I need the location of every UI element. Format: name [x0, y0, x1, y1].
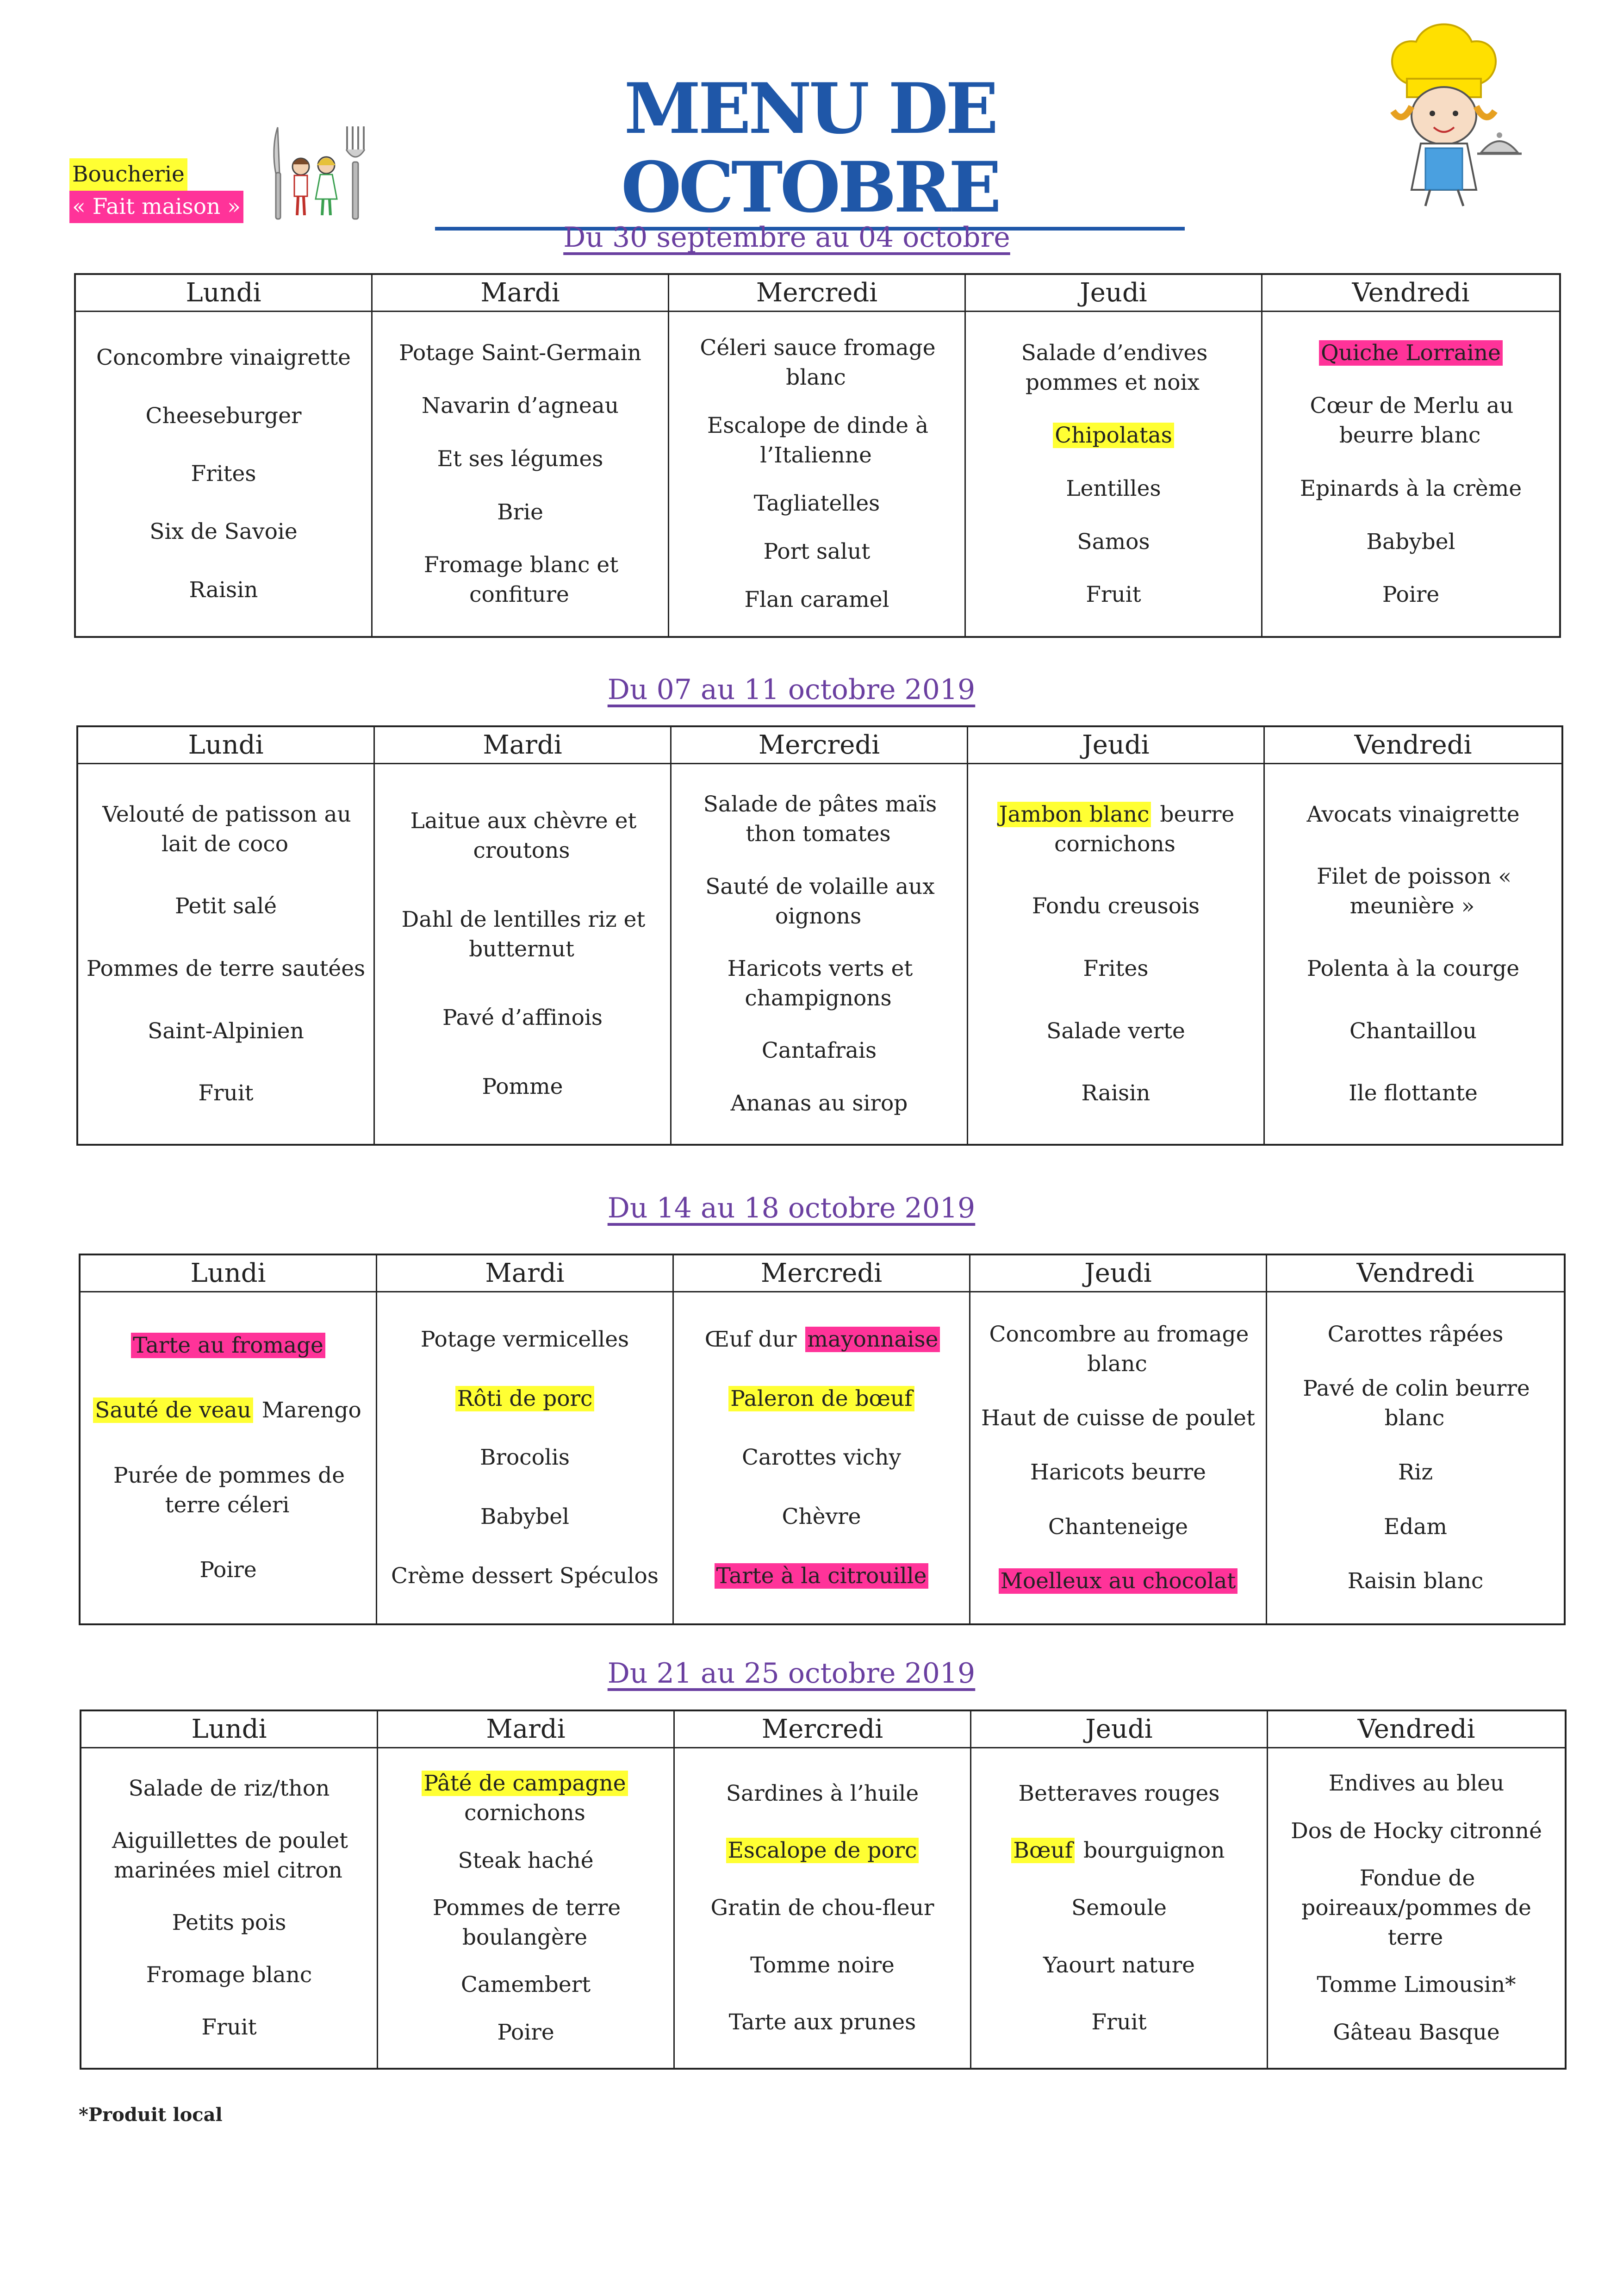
dish-text: Poire [497, 2019, 554, 2045]
day-menu-column [675, 1748, 971, 2068]
dish-text: Œuf dur [704, 1326, 804, 1352]
dish-text: Brie [497, 499, 543, 525]
dish-text: Edam [1384, 1514, 1447, 1540]
day-menu-column [669, 312, 966, 636]
highlighted-dish-text: mayonnaise [805, 1327, 940, 1352]
dish-text: Petits pois [172, 1910, 286, 1935]
day-menu-column [373, 312, 669, 636]
menu-dish [479, 1502, 571, 1532]
menu-dish [187, 575, 260, 605]
dish-text: Carottes râpées [1327, 1322, 1504, 1348]
menu-dish [85, 954, 367, 984]
dish-text: Port salut [763, 539, 871, 564]
menu-dish [971, 338, 1256, 398]
dish-text: Carottes vichy [741, 1445, 902, 1471]
highlighted-dish-text: Rôti de porc [455, 1386, 595, 1411]
menu-dish [146, 1017, 306, 1046]
menu-dish [1070, 1893, 1169, 1923]
menu-dish [420, 391, 621, 421]
day-header: Mercredi [669, 275, 966, 312]
day-header: Mercredi [675, 1711, 971, 1748]
day-header: Mardi [377, 1255, 674, 1292]
menu-dish [1364, 527, 1457, 557]
menu-dish [144, 1960, 314, 1990]
day-header: Mardi [375, 727, 672, 764]
dish-text: Potage vermicelles [420, 1326, 629, 1352]
menu-dish [480, 1072, 565, 1102]
dish-text: Pommes de terre sautées [86, 955, 366, 981]
menu-dish [397, 338, 643, 368]
dish-text: Samos [1077, 529, 1150, 555]
dish-text: Et ses légumes [437, 446, 603, 472]
day-header: Lundi [76, 275, 373, 312]
menu-dish [84, 800, 368, 859]
dish-text: Salade verte [1046, 1018, 1185, 1044]
dish-text: Navarin d’agneau [422, 393, 619, 419]
dish-text: Pavé de colin beurre blanc [1303, 1376, 1530, 1431]
menu-dish [1045, 1017, 1187, 1046]
dish-text: Haut de cuisse de poulet [981, 1405, 1255, 1431]
menu-dish [748, 1951, 896, 1980]
dish-text: Haricots verts et champignons [727, 955, 913, 1011]
dish-text: Avocats vinaigrette [1306, 801, 1520, 827]
dish-text: Cantafrais [761, 1038, 877, 1064]
dish-text: Velouté de patisson au lait de coco [102, 801, 351, 857]
day-header: Mercredi [674, 1255, 970, 1292]
highlighted-dish-text: Pâté de campagne [422, 1771, 628, 1796]
day-menu-column [377, 1292, 674, 1623]
menu-dish [677, 872, 961, 931]
day-header: Vendredi [1265, 727, 1561, 764]
dish-text: Fondu creusois [1032, 893, 1200, 919]
menu-dish [762, 537, 872, 567]
menu-dish [727, 2008, 918, 2037]
menu-dish [1270, 862, 1556, 921]
day-header: Vendredi [1262, 275, 1559, 312]
day-header: Vendredi [1268, 1711, 1565, 1748]
kids-cutlery-icon [259, 123, 366, 222]
dish-text: Filet de poisson « meunière » [1316, 864, 1512, 919]
dish-text: Six de Savoie [149, 519, 298, 545]
highlighted-dish-text: Paleron de bœuf [728, 1386, 914, 1411]
menu-dish [728, 1384, 914, 1414]
dish-text: Purée de pommes de terre céleri [113, 1462, 345, 1518]
highlighted-dish-text: Escalope de porc [726, 1838, 919, 1863]
footnote-local-product: *Produit local [79, 2104, 223, 2126]
menu-dish [726, 1836, 919, 1866]
dish-text: Fondue de poireaux/pommes de terre [1301, 1865, 1531, 1950]
menu-dish [384, 1893, 668, 1953]
dish-text: Céleri sauce fromage blanc [700, 335, 936, 390]
menu-dish [380, 806, 665, 866]
dish-text: Fromage blanc et confiture [423, 552, 619, 608]
dish-text: Raisin blanc [1347, 1568, 1484, 1594]
menu-dish [1268, 391, 1554, 450]
menu-dish [1346, 1566, 1486, 1596]
menu-dish [1041, 1951, 1197, 1980]
dish-text: Escalope de dinde à l’Italienne [707, 413, 929, 468]
day-menu-column [378, 1748, 675, 2068]
menu-dish [1331, 2018, 1501, 2047]
dish-text: Crème dessert Spéculos [391, 1563, 659, 1589]
menu-dish [1305, 954, 1521, 984]
highlighted-dish-text: Tarte au fromage [131, 1333, 325, 1358]
menu-dish [196, 1079, 255, 1108]
dish-text: Salade de pâtes maïs thon tomates [703, 792, 937, 847]
dish-text: Saint-Alpinien [148, 1018, 304, 1044]
dish-text: Camembert [460, 1972, 591, 1998]
menu-dish [760, 1036, 878, 1066]
week-title: Du 07 au 11 octobre 2019 [607, 674, 976, 706]
menu-dish [724, 1779, 920, 1809]
menu-dish [780, 1502, 863, 1532]
dish-text: Yaourt nature [1043, 1952, 1195, 1978]
dish-text: Tagliatelles [753, 491, 880, 516]
day-header: Jeudi [966, 275, 1262, 312]
dish-text: Cheeseburger [145, 403, 302, 429]
menu-dish [148, 517, 299, 547]
menu-dish [1348, 1017, 1479, 1046]
dish-text: Gâteau Basque [1333, 2019, 1500, 2045]
dish-text: Raisin [1081, 1080, 1150, 1106]
dish-text: bourguignon [1076, 1838, 1225, 1864]
menu-dish [459, 1970, 592, 2000]
butcher-legend [69, 158, 243, 223]
legend-homemade-label: « Fait maison » [69, 191, 243, 223]
highlighted-dish-text: Bœuf [1011, 1838, 1075, 1863]
day-menu-column [78, 764, 375, 1144]
dish-text: Fruit [1091, 2009, 1147, 2035]
menu-dish [456, 1846, 595, 1876]
day-menu-column [375, 764, 672, 1144]
dish-text: Chanteneige [1048, 1514, 1188, 1540]
dish-text: Chantaillou [1349, 1018, 1477, 1044]
dish-text: Fruit [198, 1080, 254, 1106]
dish-text: Flan caramel [744, 587, 889, 612]
day-menu-column [971, 1748, 1268, 2068]
menu-dish [1305, 800, 1521, 830]
menu-dish [1273, 1374, 1558, 1433]
dish-text: Sardines à l’huile [726, 1780, 919, 1806]
menu-dish [1080, 1079, 1152, 1108]
dish-text: Polenta à la courge [1306, 955, 1520, 981]
menu-dish [1064, 474, 1163, 504]
day-menu-column [970, 1292, 1267, 1623]
dish-text: Tomme Limousin* [1317, 1972, 1516, 1998]
week-title: Du 14 au 18 octobre 2019 [607, 1192, 976, 1224]
menu-dish [976, 1320, 1260, 1379]
highlighted-dish-text: Moelleux au chocolat [999, 1568, 1238, 1594]
dish-text: Raisin [189, 577, 258, 603]
menu-dish [94, 343, 353, 373]
dish-text: Pommes de terre boulangère [432, 1895, 621, 1950]
menu-dish [740, 1443, 903, 1472]
dish-text: Salade de riz/thon [128, 1776, 330, 1801]
menu-dish [384, 1769, 668, 1828]
menu-dish [752, 489, 882, 518]
menu-dish [1315, 1970, 1517, 2000]
dish-text: Fruit [201, 2015, 257, 2040]
dish-text: Epinards à la crème [1300, 475, 1522, 501]
day-header: Vendredi [1267, 1255, 1564, 1292]
day-header: Jeudi [970, 1255, 1267, 1292]
day-header: Lundi [78, 727, 375, 764]
dish-text: Petit salé [174, 893, 277, 919]
menu-dish [979, 1404, 1257, 1433]
day-header: Lundi [81, 1711, 378, 1748]
week-menu-table [74, 273, 1561, 638]
week-menu-table [80, 1710, 1567, 2070]
dish-text: Frites [1083, 955, 1149, 981]
day-menu-column [966, 312, 1262, 636]
dish-text: Endives au bleu [1328, 1771, 1505, 1797]
menu-dish [170, 1908, 288, 1938]
dish-text: Gratin de chou-fleur [710, 1895, 934, 1921]
menu-dish [1396, 1458, 1435, 1487]
menu-dish [1028, 1458, 1208, 1487]
menu-dish [189, 459, 258, 489]
menu-dish [198, 1555, 258, 1585]
dish-text: Tomme noire [750, 1952, 895, 1978]
menu-dish [1082, 954, 1150, 984]
dish-text: Fruit [1086, 582, 1141, 608]
menu-dish [419, 1325, 631, 1354]
menu-dish [87, 1826, 371, 1885]
day-menu-column [968, 764, 1265, 1144]
menu-dish [380, 905, 665, 964]
dish-text: Steak haché [458, 1847, 594, 1873]
dish-text: Sauté de volaille aux oignons [705, 873, 935, 929]
day-header: Mardi [373, 275, 669, 312]
highlighted-dish-text: Quiche Lorraine [1319, 340, 1503, 366]
menu-dish [1289, 1816, 1544, 1846]
dish-text: Haricots beurre [1030, 1460, 1206, 1485]
menu-dish [675, 411, 959, 470]
dish-text: Poire [199, 1557, 257, 1583]
dish-text: Potage Saint-Germain [399, 340, 641, 366]
menu-dish [93, 1396, 363, 1425]
menu-dish [1046, 1512, 1190, 1542]
highlighted-dish-text: Chipolatas [1053, 423, 1174, 448]
day-header: Mardi [378, 1711, 675, 1748]
menu-dish [86, 1461, 370, 1520]
menu-dish [1327, 1769, 1506, 1798]
menu-dish [1380, 580, 1441, 610]
menu-dish [131, 1331, 325, 1360]
menu-dish [1274, 1864, 1559, 1953]
day-menu-column [81, 1748, 378, 2068]
dish-text: Fromage blanc [146, 1962, 312, 1988]
dish-text: Pomme [482, 1074, 563, 1100]
menu-dish [199, 2013, 258, 2042]
menu-dish [378, 550, 662, 610]
dish-text: Cœur de Merlu au beurre blanc [1310, 393, 1514, 449]
chef-girl-icon [1356, 19, 1527, 208]
menu-dish [1053, 421, 1174, 450]
menu-dish [709, 1893, 936, 1923]
menu-dish [1017, 1779, 1222, 1809]
dish-text: Salade d’endives pommes et noix [1021, 340, 1208, 395]
day-menu-column [672, 764, 968, 1144]
dish-text: Marengo [255, 1398, 361, 1423]
dish-text: Tarte aux prunes [728, 2009, 916, 2035]
menu-dish [715, 1561, 929, 1591]
menu-dish [1298, 474, 1524, 504]
day-header: Jeudi [971, 1711, 1268, 1748]
week-title: Du 30 septembre au 04 octobre [563, 221, 1010, 254]
menu-dish [677, 954, 961, 1013]
dish-text: Riz [1398, 1460, 1433, 1485]
highlighted-dish-text: Sauté de veau [93, 1398, 253, 1423]
menu-dish [729, 1089, 910, 1118]
day-menu-column [1265, 764, 1561, 1144]
day-menu-column [1268, 1748, 1565, 2068]
dish-text: Pavé d’affinois [442, 1005, 603, 1031]
week-menu-table [79, 1254, 1566, 1625]
menu-dish [127, 1774, 332, 1803]
legend-butcher-label: Boucherie [69, 158, 187, 191]
menu-dish [1319, 338, 1503, 368]
day-header: Mercredi [672, 727, 968, 764]
day-menu-column [76, 312, 373, 636]
menu-dish [1084, 580, 1143, 610]
menu-dish [703, 1325, 940, 1354]
day-menu-column [1267, 1292, 1564, 1623]
menu-dish [144, 401, 304, 431]
dish-text: Babybel [480, 1504, 570, 1530]
menu-dish [389, 1561, 660, 1591]
menu-dish [974, 800, 1258, 859]
dish-text: Concombre au fromage blanc [989, 1322, 1249, 1377]
dish-text: Babybel [1366, 529, 1455, 555]
dish-text: Ile flottante [1349, 1080, 1478, 1106]
menu-dish [495, 2018, 556, 2047]
dish-text: Lentilles [1066, 475, 1161, 501]
dish-text: Laitue aux chèvre et croutons [410, 808, 637, 863]
dish-text: Dahl de lentilles riz et butternut [401, 906, 646, 962]
menu-dish [478, 1443, 572, 1472]
highlighted-dish-text: Jambon blanc [997, 802, 1151, 827]
menu-dish [441, 1003, 604, 1033]
page-title: MENU DE OCTOBRE [435, 69, 1185, 231]
dish-text: Ananas au sirop [730, 1090, 908, 1116]
menu-dish [455, 1384, 595, 1414]
menu-dish [1011, 1836, 1226, 1866]
week-menu-table [76, 725, 1563, 1146]
day-menu-column [1262, 312, 1559, 636]
menu-dish [677, 790, 961, 849]
menu-dish [495, 498, 545, 527]
menu-dish [1347, 1079, 1480, 1108]
week-title: Du 21 au 25 octobre 2019 [607, 1657, 976, 1690]
dish-text: beurre cornichons [1054, 801, 1235, 857]
day-menu-column [674, 1292, 970, 1623]
menu-dish [1030, 892, 1201, 921]
menu-dish [435, 444, 605, 474]
dish-text: Concombre vinaigrette [96, 345, 351, 371]
menu-dish [742, 585, 891, 615]
dish-text: Frites [191, 461, 256, 487]
menu-dish [1326, 1320, 1505, 1349]
menu-dish [1075, 527, 1151, 557]
dish-text: Betteraves rouges [1018, 1780, 1220, 1806]
dish-text: Chèvre [782, 1504, 861, 1530]
dish-text: Brocolis [479, 1445, 570, 1471]
menu-dish [1382, 1512, 1449, 1542]
day-menu-column [81, 1292, 377, 1623]
dish-text: Semoule [1071, 1895, 1167, 1921]
menu-dish [675, 333, 959, 393]
menu-dish [1089, 2008, 1148, 2037]
dish-text: Dos de Hocky citronné [1291, 1818, 1542, 1844]
menu-dish [999, 1566, 1238, 1596]
day-header: Jeudi [968, 727, 1265, 764]
dish-text: Aiguillettes de poulet marinées miel citron [112, 1828, 348, 1883]
highlighted-dish-text: Tarte à la citrouille [715, 1563, 929, 1589]
dish-text: cornichons [464, 1800, 585, 1826]
day-header: Lundi [81, 1255, 377, 1292]
menu-dish [173, 892, 279, 921]
dish-text: Poire [1382, 582, 1440, 608]
